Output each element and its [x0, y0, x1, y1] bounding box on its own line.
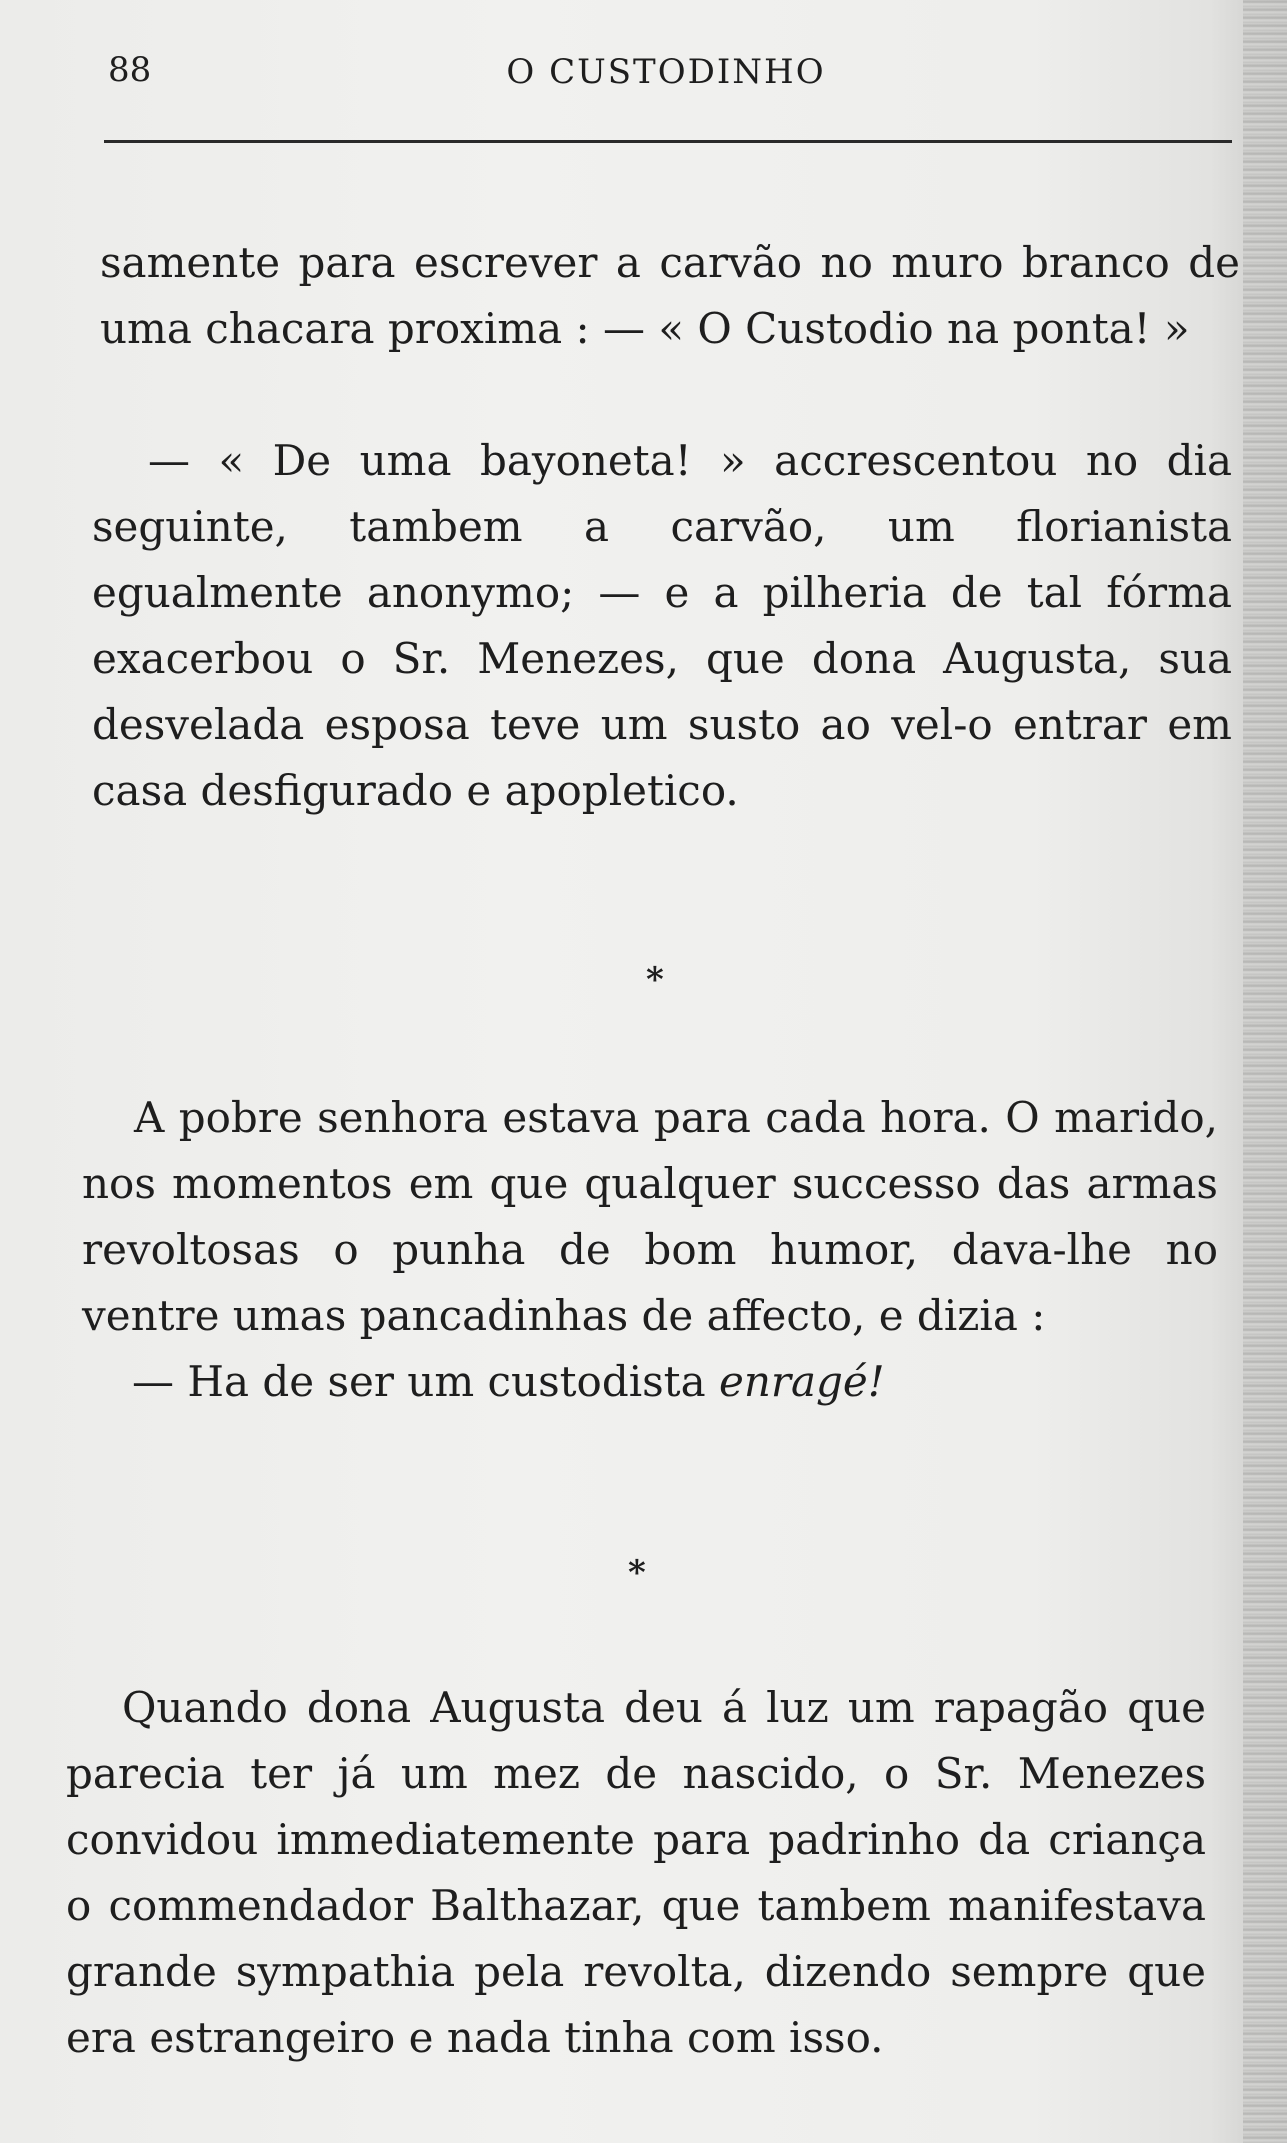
paragraph-bayoneta: — « De uma bayoneta! » accrescentou no dia seguinte, tambem a carvão, um florianista egualmente anonymo; — e a pilheria de tal fórma exacerbou o Sr. Menezes, que dona Augusta, sua desvelada esposa teve um susto ao vel-o entrar em casa desfigurado e apopletico. — [92, 436, 1232, 815]
dialogue-text: — Ha de ser um custodista — [132, 1357, 719, 1406]
section-separator-2: * — [628, 1553, 646, 1593]
page-edge-shadow — [1243, 0, 1287, 2143]
paragraph-pobre-senhora: A pobre senhora estava para cada hora. O marido, nos momentos em que qualquer successo das armas revoltosas o punha de bom humor, dava-lhe no ventre umas pancadinhas de affecto, e dizia : — [82, 1093, 1218, 1340]
paragraph-dona-augusta: Quando dona Augusta deu á luz um rapagão que parecia ter já um mez de nascido, o Sr. Menezes convidou immediatemente para padrinho da criança o commendador Balthazar, que tambem manifestava grande sympathia pela revolta, dizendo sempre que era estrangeiro e nada tinha com isso. — [66, 1683, 1206, 2062]
header-rule — [104, 140, 1232, 143]
section-separator-1: * — [646, 960, 664, 1000]
page-header — [100, 40, 1232, 150]
running-title: O CUSTODINHO — [506, 52, 826, 92]
dialogue-emphasis: enragé! — [718, 1357, 885, 1406]
paragraph-continuation: samente para escrever a carvão no muro branco de uma chacara proxima : — « O Custodio na ponta! » — [100, 238, 1240, 353]
paragraph-custodista — [82, 1349, 1218, 1415]
page-number: 88 — [108, 50, 152, 90]
